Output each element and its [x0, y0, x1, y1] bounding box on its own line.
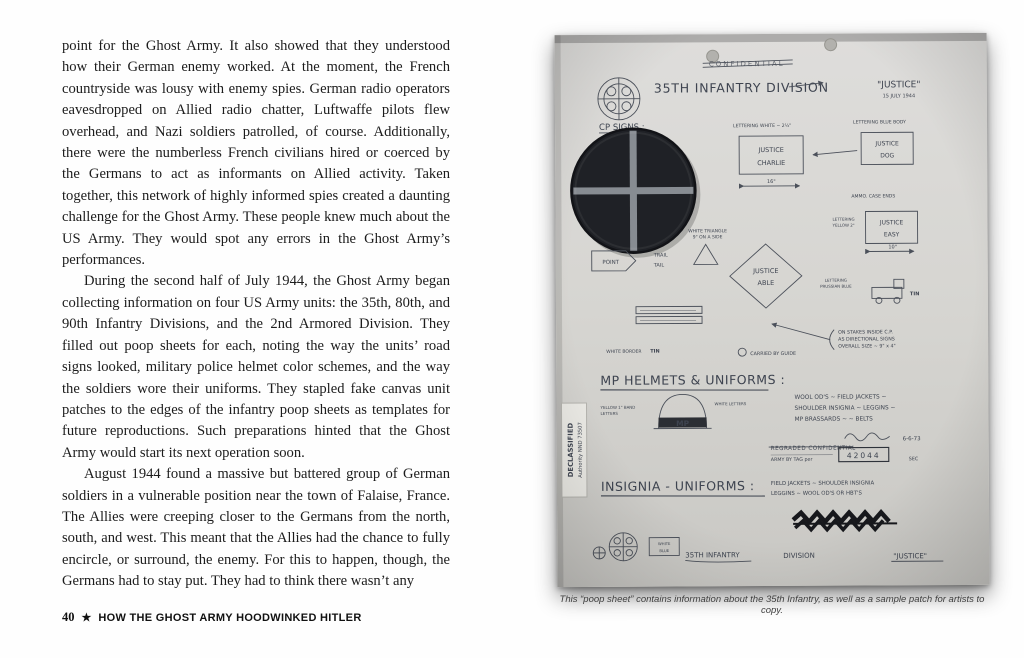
right-page: [556, 34, 988, 586]
page-number: 40: [62, 610, 75, 624]
poop-sheet-document: [555, 33, 990, 587]
star-icon: ★: [81, 612, 92, 624]
photo-vignette: [555, 33, 990, 587]
paragraph-1: point for the Ghost Army. It also showed that they understood how their German enemy worked. At the moment, the French countryside was lousy with enemy spies. German radio operators eavesdropped on Allied radio chatter, Luftwaffe pilots flew overhead, and Nazi soldiers patrolled, of course. Additionally, there were the numberless French civilians hired or coerced by the Germans to act as informants on Allied activity. Taken together, this network of highly informed spies created a daunting challenge for the Ghost Army. These people knew much about the US Army. They would spot any errors in the Ghost Army’s performances.: [62, 38, 450, 269]
body-text: [62, 36, 450, 593]
paragraph-3: August 1944 found a massive but battered group of German soldiers in a vulnerable position near the town of Falaise, France. The Allies were creeping closer to the Germans from the north, south, and west. This meant that the Allies had the chance to fully encircle, or surround, the enemy. For this to happen, though, the Germans had to stay put. They had to think there wasn’t any: [62, 466, 450, 590]
poop-sheet-photo: [555, 33, 990, 587]
running-title: HOW THE GHOST ARMY HOODWINKED HITLER: [98, 611, 362, 624]
page-footer: [62, 610, 362, 625]
paragraph-2: During the second half of July 1944, the Ghost Army began collecting information on four US Army units: the 35th, 80th, and 90th Infantry Divisions, and the 2nd Armored Division. They filled out poop sheets for each, noting the way the units’ road signs looked, military police helmet color schemes, and the way the soldiers wore their uniforms. They stapled fake canvas unit patches to the edges of the infantry poop sheets as templates for future reproductions. Such preparations hinted that the Ghost Army would start its next operation soon.: [62, 273, 450, 461]
photo-caption: This “poop sheet” contains information about the 35th Infantry, as well as a sample patch for artists to copy.: [559, 594, 985, 616]
